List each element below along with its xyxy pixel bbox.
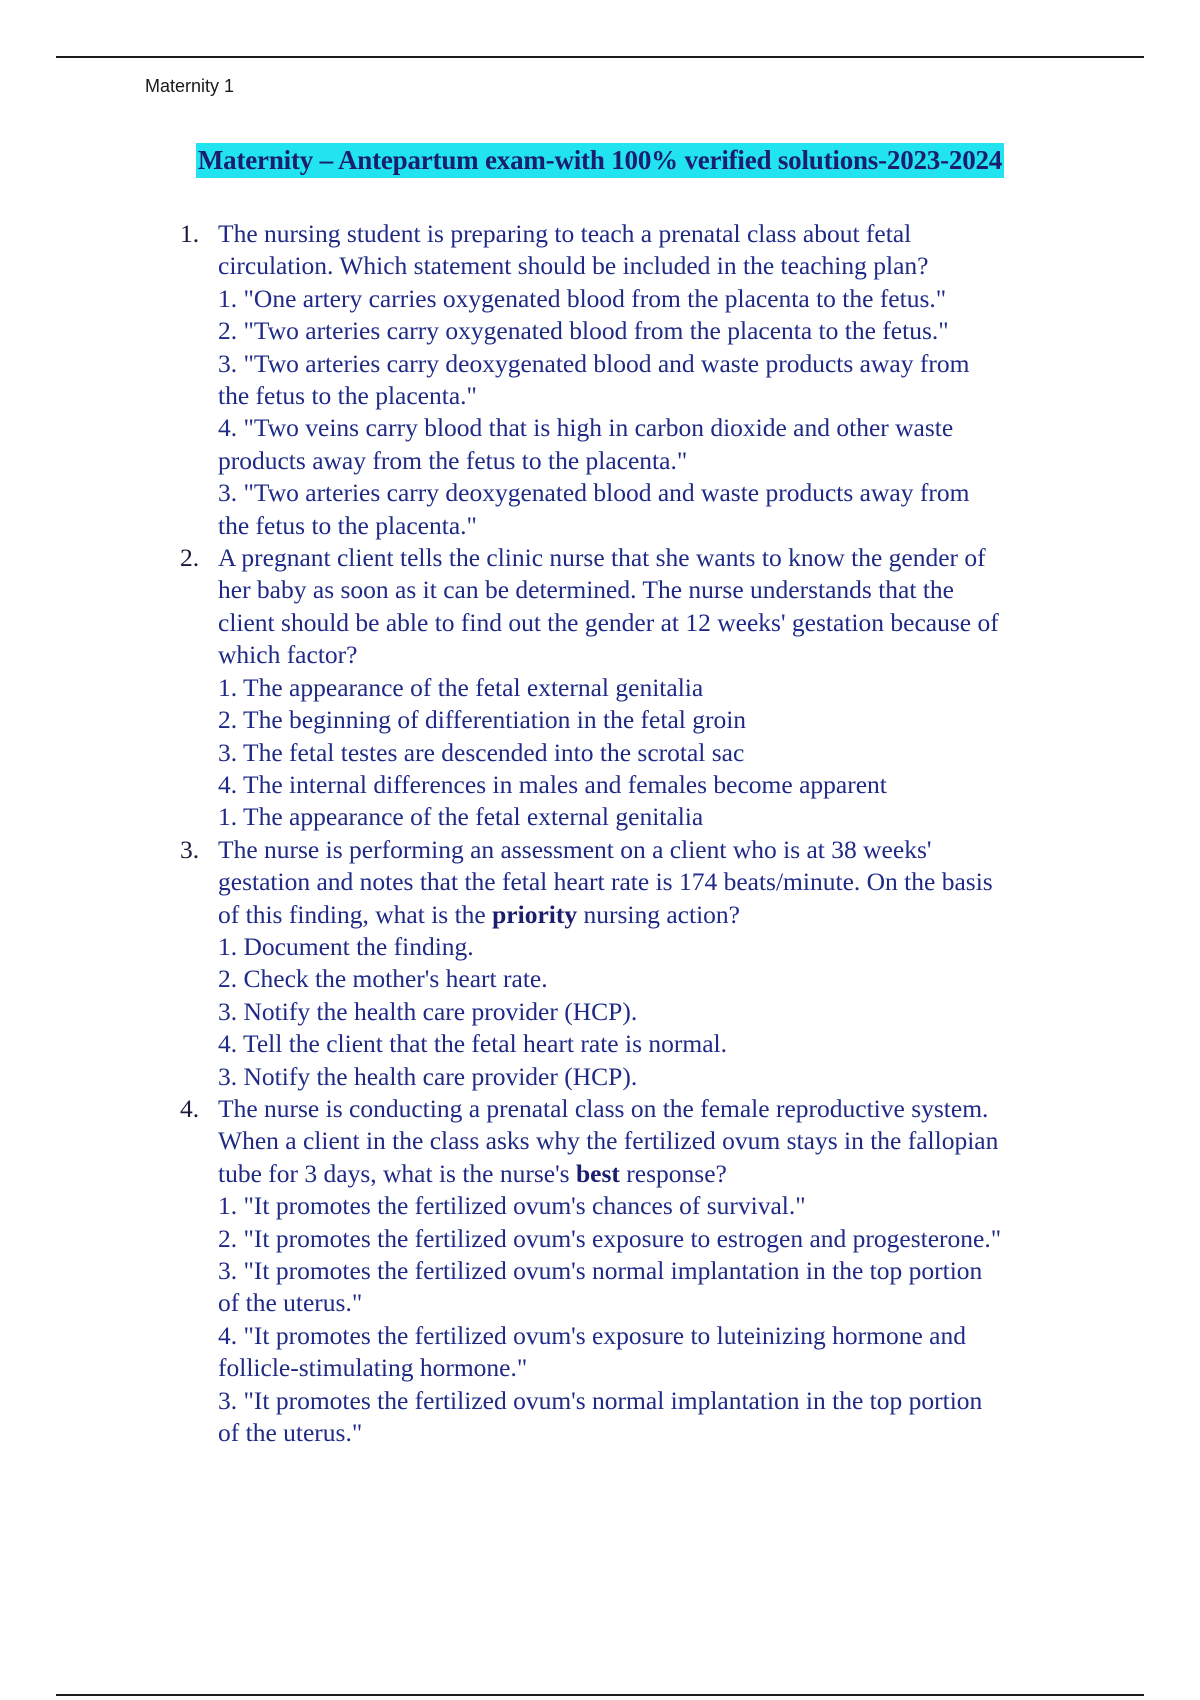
stem-text: of this finding, what is the: [218, 899, 493, 929]
answer-option: follicle-stimulating hormone.": [218, 1353, 528, 1383]
correct-answer: 3. "Two arteries carry deoxygenated blood and waste products away from: [218, 478, 970, 508]
question-stem-line: [218, 899, 1100, 931]
question-number: 4.: [180, 1093, 200, 1123]
correct-answer: of the uterus.": [218, 1418, 363, 1448]
question-item: [180, 834, 1100, 1093]
answer-option: products away from the fetus to the placenta.": [218, 445, 688, 475]
stem-text: nursing action?: [577, 899, 740, 929]
question-stem-line: The nurse is performing an assessment on a client who is at 38 weeks': [218, 834, 932, 864]
answer-option: 2. "It promotes the fertilized ovum's exposure to estrogen and progesterone.": [218, 1223, 1002, 1253]
answer-option: 1. Document the finding.: [218, 931, 474, 961]
answer-option: 2. Check the mother's heart rate.: [218, 964, 548, 994]
question-stem-line: A pregnant client tells the clinic nurse that she wants to know the gender of: [218, 543, 986, 573]
correct-answer: 3. "It promotes the fertilized ovum's normal implantation in the top portion: [218, 1385, 983, 1415]
question-list: [180, 218, 1100, 1449]
answer-option: 2. "Two arteries carry oxygenated blood from the placenta to the fetus.": [218, 316, 949, 346]
stem-text: tube for 3 days, what is the nurse's: [218, 1158, 576, 1188]
running-header: Maternity 1: [145, 76, 235, 96]
stem-emphasis: best: [575, 1158, 620, 1188]
document-title: Maternity – Antepartum exam-with 100% verified solutions-2023-2024: [196, 143, 1004, 178]
question-stem-line: which factor?: [218, 640, 358, 670]
question-stem-line: her baby as soon as it can be determined. The nurse understands that the: [218, 575, 954, 605]
question-stem-line: circulation. Which statement should be included in the teaching plan?: [218, 251, 929, 281]
question-stem-line: The nursing student is preparing to teach a prenatal class about fetal: [218, 219, 912, 248]
stem-emphasis: priority: [492, 899, 578, 929]
answer-option: 1. The appearance of the fetal external genitalia: [218, 672, 704, 702]
answer-option: of the uterus.": [218, 1288, 363, 1318]
answer-option: 2. The beginning of differentiation in the fetal groin: [218, 705, 747, 735]
question-stem-line: [218, 1158, 1100, 1190]
question-item: [180, 1093, 1100, 1449]
question-number: 2.: [180, 543, 200, 573]
question-number: 3.: [180, 834, 200, 864]
answer-option: 3. The fetal testes are descended into the scrotal sac: [218, 737, 745, 767]
answer-option: 3. "It promotes the fertilized ovum's normal implantation in the top portion: [218, 1256, 983, 1285]
footer-rule: [56, 1694, 1144, 1696]
answer-option: 1. "One artery carries oxygenated blood from the placenta to the fetus.": [218, 283, 947, 313]
question-item: [180, 542, 1100, 834]
question-stem-line: client should be able to find out the gender at 12 weeks' gestation because of: [218, 607, 999, 637]
answer-option: 4. "It promotes the fertilized ovum's exposure to luteinizing hormone and: [218, 1320, 966, 1350]
answer-option: 4. The internal differences in males and females become apparent: [218, 769, 887, 799]
question-stem-line: When a client in the class asks why the fertilized ovum stays in the fallopian: [218, 1126, 999, 1156]
answer-option: 3. "Two arteries carry deoxygenated blood and waste products away from: [218, 348, 970, 378]
stem-text: response?: [619, 1158, 727, 1188]
question-item: [180, 218, 1100, 542]
question-number: 1.: [180, 219, 200, 248]
title-block: [0, 143, 1200, 178]
correct-answer: 3. Notify the health care provider (HCP).: [218, 1061, 638, 1091]
correct-answer: the fetus to the placenta.": [218, 510, 477, 540]
header-rule: [56, 56, 1144, 58]
question-stem-line: The nurse is conducting a prenatal class on the female reproductive system.: [218, 1093, 989, 1123]
correct-answer: 1. The appearance of the fetal external genitalia: [218, 802, 704, 832]
answer-option: the fetus to the placenta.": [218, 381, 477, 411]
question-stem-line: gestation and notes that the fetal heart rate is 174 beats/minute. On the basis: [218, 867, 993, 897]
answer-option: 1. "It promotes the fertilized ovum's chances of survival.": [218, 1191, 806, 1221]
answer-option: 3. Notify the health care provider (HCP).: [218, 996, 638, 1026]
answer-option: 4. Tell the client that the fetal heart rate is normal.: [218, 1029, 727, 1059]
answer-option: 4. "Two veins carry blood that is high in carbon dioxide and other waste: [218, 413, 954, 443]
